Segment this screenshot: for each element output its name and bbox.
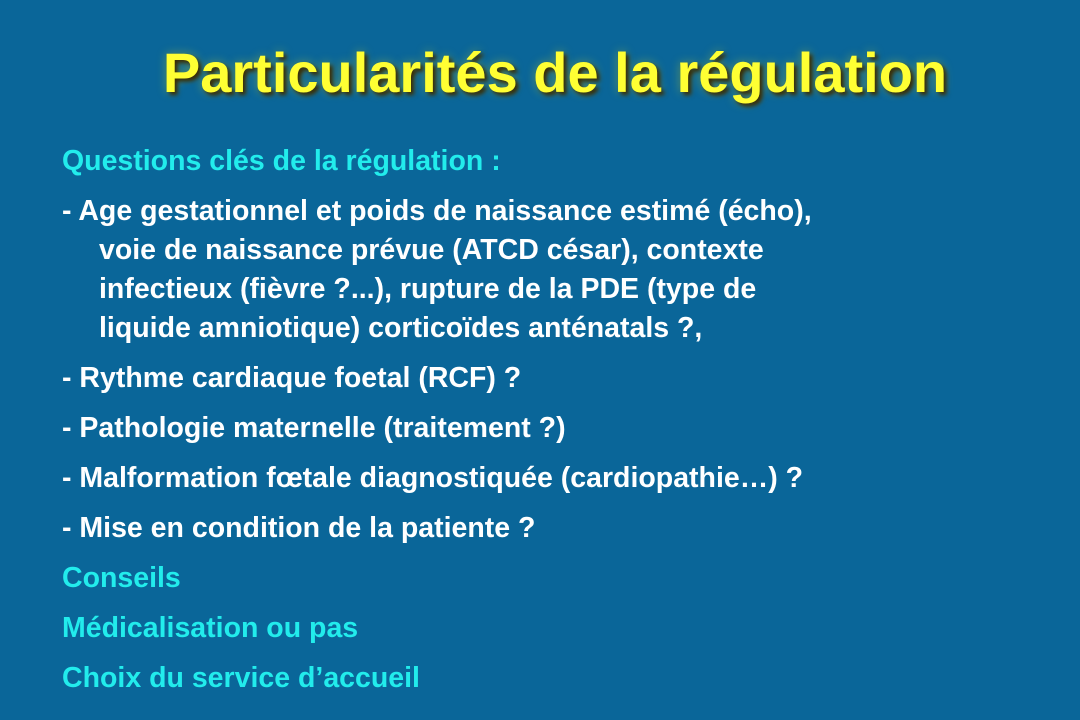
bullet-fetal-malformation: - Malformation fœtale diagnostiquée (cardiopathie…) ? bbox=[62, 462, 804, 494]
bullet-maternal-pathology: - Pathologie maternelle (traitement ?) bbox=[62, 412, 566, 444]
bullet-fetal-heart-rate: - Rythme cardiaque foetal (RCF) ? bbox=[62, 362, 522, 394]
bullet-line: voie de naissance prévue (ATCD césar), contexte bbox=[99, 234, 764, 266]
bullet-line: infectieux (fièvre ?...), rupture de la PDE (type de bbox=[99, 273, 757, 305]
bullet-patient-condition: - Mise en condition de la patiente ? bbox=[62, 512, 536, 544]
bullet-gestational-age bbox=[62, 192, 1062, 348]
item-medicalisation: Médicalisation ou pas bbox=[62, 612, 359, 644]
bullet-line: liquide amniotique) corticoïdes anténatals ?, bbox=[99, 312, 703, 344]
slide-content bbox=[62, 142, 1062, 698]
section-heading: Questions clés de la régulation : bbox=[62, 145, 501, 177]
bullet-line: - Age gestationnel et poids de naissance estimé (écho), bbox=[62, 195, 812, 227]
item-conseils: Conseils bbox=[62, 562, 181, 594]
item-choix-service: Choix du service d’accueil bbox=[62, 662, 420, 694]
slide-title: Particularités de la régulation bbox=[162, 41, 948, 104]
